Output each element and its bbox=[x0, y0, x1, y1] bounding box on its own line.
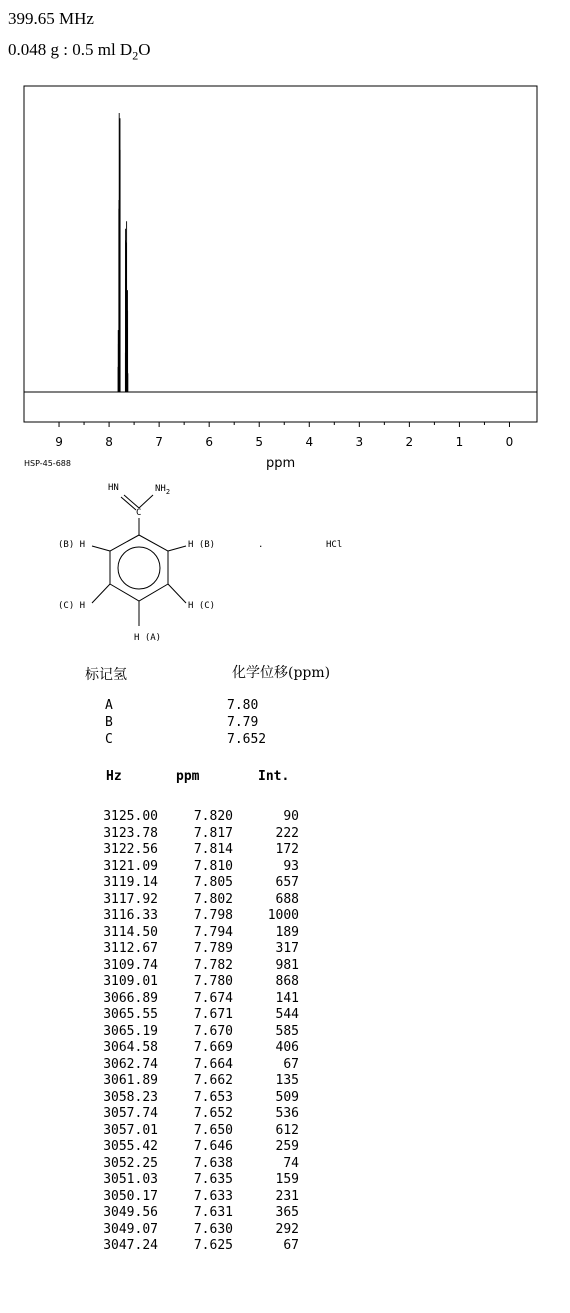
peak-ppm: 7.635 bbox=[193, 1172, 233, 1187]
peak-ppm: 7.633 bbox=[193, 1188, 233, 1204]
peak-ppm: 7.671 bbox=[193, 1007, 233, 1022]
peak-row bbox=[88, 1172, 299, 1189]
peak-int: 981 bbox=[275, 957, 299, 973]
peak-hz: 3109.01 bbox=[103, 974, 158, 989]
peak-hz: 3049.07 bbox=[103, 1221, 158, 1237]
peak-int: 292 bbox=[275, 1221, 299, 1237]
peak-row bbox=[88, 1189, 299, 1206]
bond-b-left bbox=[92, 546, 110, 551]
assignment-shift: 7.80 bbox=[227, 698, 259, 713]
assignment-row bbox=[105, 714, 266, 731]
peak-hz: 3112.67 bbox=[103, 941, 158, 956]
label-hcl: HCl bbox=[326, 540, 343, 550]
label-b-right: H (B) bbox=[188, 540, 216, 550]
x-tick-label: 9 bbox=[55, 435, 63, 449]
peak-int: 74 bbox=[283, 1155, 299, 1171]
benzene-ring bbox=[110, 535, 168, 601]
peak-int: 141 bbox=[275, 990, 299, 1006]
peak-row bbox=[88, 1139, 299, 1156]
assignment-label: C bbox=[105, 732, 113, 747]
peak-row bbox=[88, 1090, 299, 1107]
peak-ppm: 7.646 bbox=[193, 1139, 233, 1154]
peak-ppm: 7.625 bbox=[193, 1238, 233, 1253]
label-a: H (A) bbox=[134, 633, 162, 643]
label-nh-sub: 2 bbox=[165, 487, 171, 496]
peak-ppm: 7.810 bbox=[193, 858, 233, 874]
peak-hz: 3050.17 bbox=[103, 1188, 158, 1204]
peak-row bbox=[88, 1106, 299, 1123]
peak-int: 159 bbox=[275, 1172, 299, 1187]
peak-int: 868 bbox=[275, 974, 299, 989]
x-tick-label: 4 bbox=[305, 435, 314, 449]
peak-int: 317 bbox=[275, 941, 299, 956]
label-nh: NH bbox=[155, 484, 166, 494]
peak-int: 90 bbox=[283, 809, 299, 824]
peak-int: 657 bbox=[275, 875, 299, 890]
x-tick-label: 3 bbox=[355, 435, 364, 449]
x-axis-ticks bbox=[59, 422, 509, 427]
peak-hz: 3119.14 bbox=[103, 875, 158, 890]
peak-ppm: 7.669 bbox=[193, 1040, 233, 1055]
peak-row bbox=[88, 958, 299, 975]
peak-hz: 3116.33 bbox=[103, 908, 158, 923]
peak-int: 1000 bbox=[267, 908, 299, 923]
assignment-shift: 7.79 bbox=[227, 715, 259, 730]
label-c: C bbox=[136, 508, 142, 518]
peak-int: 67 bbox=[283, 1056, 299, 1072]
aromatic-circle bbox=[118, 547, 160, 589]
peak-int: 544 bbox=[275, 1007, 299, 1022]
peak-hz: 3125.00 bbox=[103, 809, 158, 824]
plot-frame bbox=[24, 86, 537, 422]
sample-subscript: 2 bbox=[132, 48, 139, 63]
label-c-left: (C) H bbox=[58, 601, 86, 611]
peak-int: 365 bbox=[275, 1205, 299, 1220]
peak-ppm: 7.798 bbox=[193, 908, 233, 923]
peak-int: 231 bbox=[275, 1188, 299, 1204]
peak-row bbox=[88, 974, 299, 991]
assignment-shift: 7.652 bbox=[227, 732, 267, 747]
peak-ppm: 7.817 bbox=[193, 825, 233, 841]
x-tick-label: 2 bbox=[405, 435, 414, 449]
peak-int: 406 bbox=[275, 1040, 299, 1055]
label-c-right: H (C) bbox=[188, 601, 216, 611]
assignment-row bbox=[105, 731, 266, 748]
x-tick-label: 1 bbox=[455, 435, 464, 449]
spectrometer-frequency: 399.65 MHz bbox=[8, 9, 94, 28]
peak-ppm: 7.782 bbox=[193, 957, 233, 973]
peak-ppm: 7.780 bbox=[193, 974, 233, 989]
peak-int: 612 bbox=[275, 1122, 299, 1138]
peak-ppm: 7.802 bbox=[193, 891, 233, 907]
peak-hz: 3122.56 bbox=[103, 842, 158, 857]
x-axis-tick-labels bbox=[55, 435, 513, 449]
peak-hz: 3061.89 bbox=[103, 1073, 158, 1088]
peak-ppm: 7.650 bbox=[193, 1122, 233, 1138]
bond-c-n-right bbox=[139, 495, 153, 508]
sample-prefix: 0.048 g : 0.5 ml D bbox=[8, 40, 133, 59]
peak-hz: 3058.23 bbox=[103, 1089, 158, 1105]
peak-hz: 3065.55 bbox=[103, 1007, 158, 1022]
peak-hz: 3109.74 bbox=[103, 957, 158, 973]
peak-ppm: 7.664 bbox=[193, 1056, 233, 1072]
peak-header-ppm: ppm bbox=[176, 769, 200, 784]
peak-hz: 3057.01 bbox=[103, 1122, 158, 1138]
peak-ppm: 7.631 bbox=[193, 1205, 233, 1220]
peak-int: 688 bbox=[275, 891, 299, 907]
spectrum-peaks bbox=[118, 113, 128, 392]
peak-int: 67 bbox=[283, 1238, 299, 1253]
peak-hz: 3057.74 bbox=[103, 1106, 158, 1121]
bond-b-right bbox=[168, 546, 186, 551]
peak-int: 135 bbox=[275, 1073, 299, 1088]
peak-ppm: 7.638 bbox=[193, 1155, 233, 1171]
peak-row bbox=[88, 908, 299, 925]
peak-row bbox=[88, 892, 299, 909]
peak-int: 509 bbox=[275, 1089, 299, 1105]
peak-ppm: 7.653 bbox=[193, 1089, 233, 1105]
peak-row bbox=[88, 1222, 299, 1239]
peak-hz: 3121.09 bbox=[103, 858, 158, 874]
peak-ppm: 7.814 bbox=[193, 842, 233, 857]
peak-row bbox=[88, 1238, 299, 1255]
peak-row bbox=[88, 1057, 299, 1074]
peak-int: 172 bbox=[275, 842, 299, 857]
x-tick-label: 5 bbox=[255, 435, 264, 449]
peak-row bbox=[88, 859, 299, 876]
peak-hz: 3051.03 bbox=[103, 1172, 158, 1187]
label-b-left: (B) H bbox=[58, 540, 86, 550]
peak-int: 536 bbox=[275, 1106, 299, 1121]
peak-row bbox=[88, 1156, 299, 1173]
peak-hz: 3114.50 bbox=[103, 924, 158, 940]
sample-suffix: O bbox=[138, 40, 151, 59]
peak-table bbox=[88, 809, 299, 1255]
x-tick-label: 7 bbox=[155, 435, 163, 449]
peak-int: 585 bbox=[275, 1023, 299, 1039]
peak-hz: 3117.92 bbox=[103, 891, 158, 907]
peak-int: 222 bbox=[275, 825, 299, 841]
assignment-header-shift: 化学位移(ppm) bbox=[232, 665, 331, 681]
peak-hz: 3052.25 bbox=[103, 1155, 158, 1171]
peak-row bbox=[88, 941, 299, 958]
peak-ppm: 7.820 bbox=[193, 809, 233, 824]
peak-ppm: 7.630 bbox=[193, 1221, 233, 1237]
label-nh2 bbox=[155, 484, 170, 496]
peak-hz: 3066.89 bbox=[103, 990, 158, 1006]
peak-hz: 3123.78 bbox=[103, 825, 158, 841]
peak-row bbox=[88, 925, 299, 942]
peak-header-hz: Hz bbox=[106, 769, 122, 784]
salt-dot: . bbox=[258, 540, 264, 550]
peak-row bbox=[88, 1123, 299, 1140]
peak-ppm: 7.805 bbox=[193, 875, 233, 890]
peak-row bbox=[88, 1040, 299, 1057]
assignment-header-label: 标记氢 bbox=[85, 667, 127, 683]
x-tick-label: 8 bbox=[105, 435, 113, 449]
peak-int: 93 bbox=[283, 858, 299, 874]
peak-row bbox=[88, 842, 299, 859]
label-hn: HN bbox=[108, 483, 119, 493]
assignment-row bbox=[105, 697, 266, 714]
peak-hz: 3055.42 bbox=[103, 1139, 158, 1154]
structure-drawing bbox=[0, 480, 570, 650]
peak-hz: 3064.58 bbox=[103, 1040, 158, 1055]
peak-row bbox=[88, 826, 299, 843]
peak-hz: 3049.56 bbox=[103, 1205, 158, 1220]
peak-row bbox=[88, 875, 299, 892]
peak-ppm: 7.662 bbox=[193, 1073, 233, 1088]
peak-row bbox=[88, 991, 299, 1008]
peak-int: 259 bbox=[275, 1139, 299, 1154]
peak-row bbox=[88, 1024, 299, 1041]
x-tick-label: 0 bbox=[505, 435, 514, 449]
bond-c-right bbox=[168, 584, 186, 603]
peak-ppm: 7.794 bbox=[193, 924, 233, 940]
peak-row bbox=[88, 1205, 299, 1222]
spectrum-code: HSP-45-688 bbox=[24, 459, 71, 468]
peak-ppm: 7.670 bbox=[193, 1023, 233, 1039]
peak-hz: 3065.19 bbox=[103, 1023, 158, 1039]
peak-row bbox=[88, 1007, 299, 1024]
peak-int: 189 bbox=[275, 924, 299, 940]
peak-header-int: Int. bbox=[258, 769, 290, 784]
peak-row bbox=[88, 1073, 299, 1090]
bond-c-left bbox=[92, 584, 110, 603]
peak-row bbox=[88, 809, 299, 826]
x-axis-label: ppm bbox=[266, 456, 296, 471]
assignment-table bbox=[105, 697, 266, 748]
peak-ppm: 7.789 bbox=[193, 941, 233, 956]
x-tick-label: 6 bbox=[205, 435, 214, 449]
nmr-spectrum-chart bbox=[0, 0, 570, 480]
peak-ppm: 7.674 bbox=[193, 990, 233, 1006]
peak-hz: 3062.74 bbox=[103, 1056, 158, 1072]
assignment-label: B bbox=[105, 715, 113, 730]
peak-hz: 3047.24 bbox=[103, 1238, 158, 1253]
assignment-label: A bbox=[105, 698, 113, 713]
peak-ppm: 7.652 bbox=[193, 1106, 233, 1121]
